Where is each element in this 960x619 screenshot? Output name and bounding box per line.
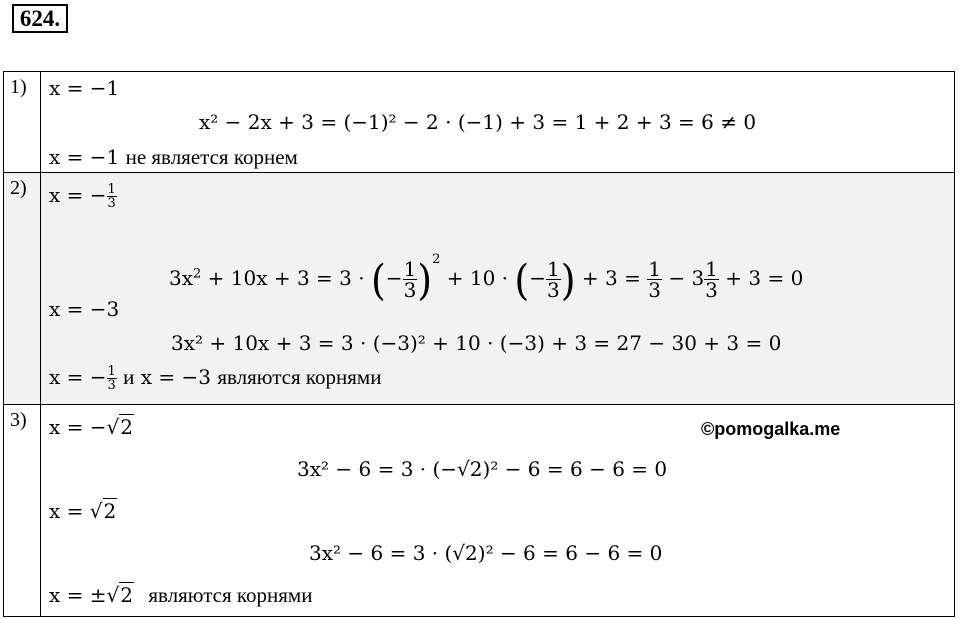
math-line <box>49 183 117 210</box>
conjunction: и <box>123 365 135 389</box>
sqrt-expr: √2 <box>106 583 133 607</box>
math-line: x = −3 <box>49 297 120 321</box>
solution-table <box>3 71 955 617</box>
case-index: 3) <box>4 405 41 617</box>
math-line: 3x² − 6 = 3 · (√2)² − 6 = 6 − 6 = 0 <box>309 541 663 565</box>
case-row-3 <box>4 405 955 617</box>
conclusion-line: x = ±√2 являются корнями <box>49 583 313 607</box>
case-content <box>41 405 955 617</box>
math-expr: x = − <box>49 365 107 389</box>
math-expr: x = −3 <box>140 365 211 389</box>
math-line: 3x² − 6 = 3 · (−√2)² − 6 = 6 − 6 = 0 <box>297 457 668 481</box>
math-line: x = √2 <box>49 499 117 523</box>
case-index: 1) <box>4 72 41 173</box>
fraction: $\frac{1}{3}$ <box>107 182 116 211</box>
math-line: x² − 2x + 3 = (−1)² − 2 · (−1) + 3 = 1 + 2 + 3 = 6 ≠ 0 <box>199 110 757 134</box>
case-row-1 <box>4 72 955 173</box>
sqrt-expr: √2 <box>106 415 133 439</box>
math-expr: x = − <box>49 183 107 207</box>
math-line: x = −1 <box>49 76 120 100</box>
case-index: 2) <box>4 173 41 405</box>
conclusion-text: не является корнем <box>125 145 298 169</box>
sqrt-expr: √2 <box>89 499 117 523</box>
problem-number: 624. <box>12 4 68 33</box>
math-line: x = −√2 <box>49 415 133 439</box>
case-content <box>41 173 955 405</box>
math-expr: x = −1 <box>49 145 120 169</box>
conclusion-text: являются корнями <box>148 583 313 607</box>
conclusion-text: являются корнями <box>217 365 382 389</box>
case-content <box>41 72 955 173</box>
math-line: 3x² + 10x + 3 = 3 · (−3)² + 10 · (−3) + 3 = 27 − 30 + 3 = 0 <box>171 331 782 355</box>
conclusion-line <box>49 145 298 169</box>
conclusion-line <box>49 365 381 392</box>
watermark: ©pomogalka.me <box>701 419 841 439</box>
fraction: $\frac{1}{3}$ <box>107 364 116 393</box>
case-row-2 <box>4 173 955 405</box>
math-line: $3x^2 + 10x + 3 = 3$ · (− $\frac{1}{3}$ )$^2$ + 10 · (− $\frac{1}{3}$ ) + 3 = $\frac{1}{3}$ − 3 $\frac{1}{3}$ + 3 = 0 <box>169 252 804 304</box>
